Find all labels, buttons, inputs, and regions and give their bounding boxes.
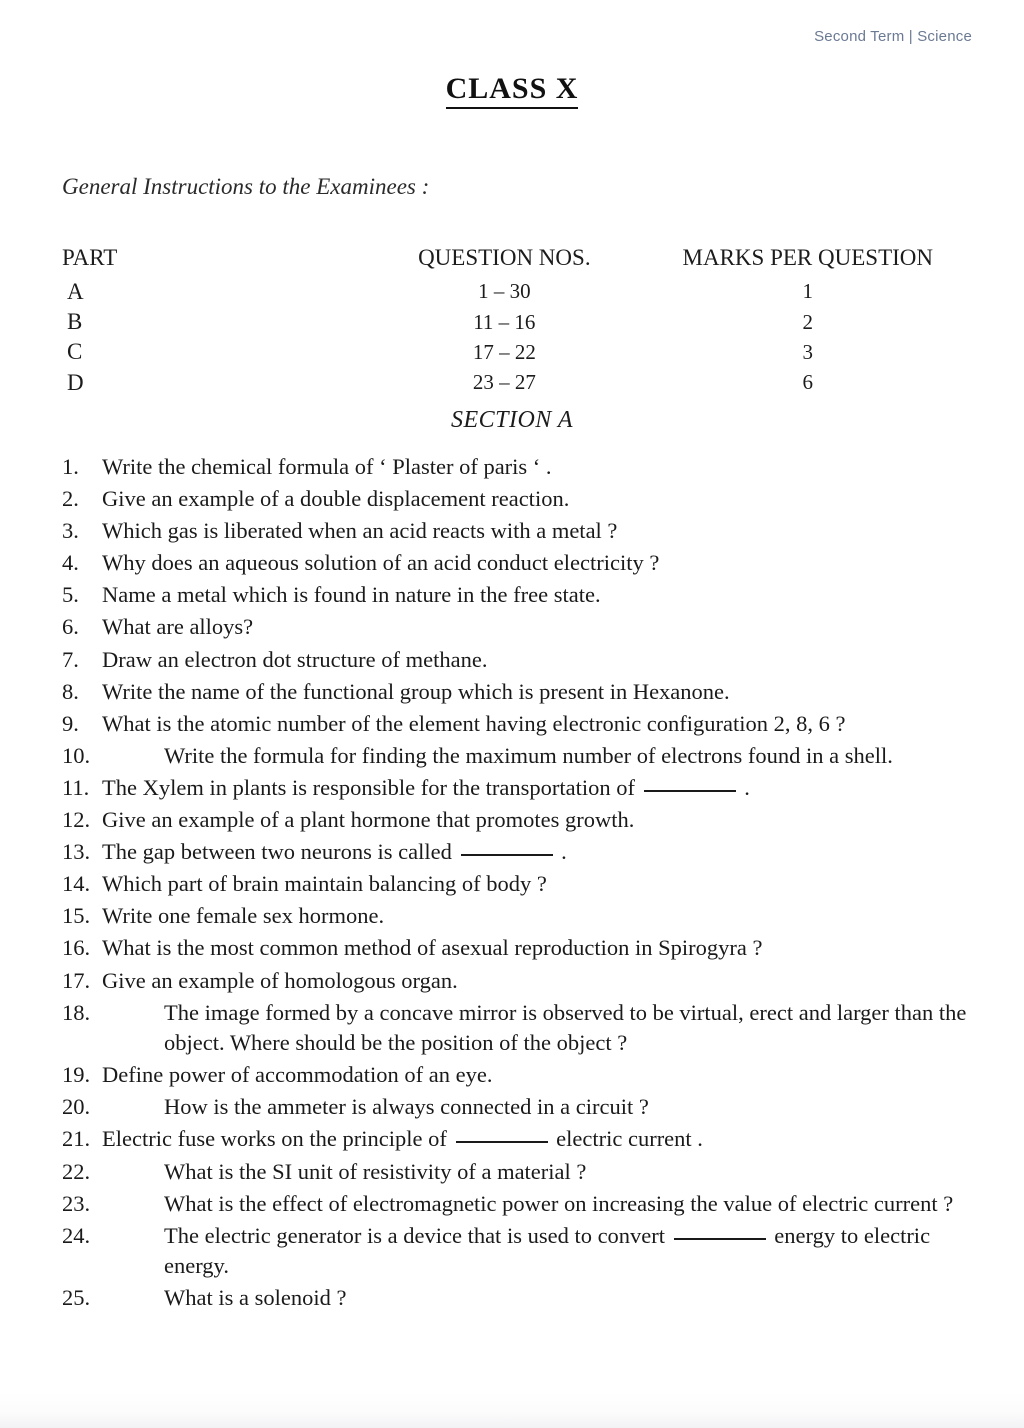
- question-text: Write the formula for finding the maximum number of electrons found in a shell.: [164, 742, 893, 768]
- question-number: 1.: [62, 454, 79, 479]
- question-number: 15.: [62, 903, 91, 929]
- question-text: What is the atomic number of the element having electronic configuration 2, 8, 6 ?: [102, 710, 846, 736]
- question-text-before-blank: The gap between two neurons is called: [102, 839, 452, 865]
- fill-in-the-blank-line: [644, 790, 736, 792]
- question-item: [62, 741, 972, 772]
- question-number: 17.: [62, 967, 91, 993]
- question-text: [102, 837, 972, 868]
- question-text-before-blank: Electric fuse works on the principle of: [102, 1126, 447, 1152]
- question-number: 7.: [62, 646, 79, 672]
- question-text: What is the SI unit of resistivity of a material ?: [164, 1158, 587, 1184]
- question-text: Write the chemical formula of ‘ Plaster of paris ‘ .: [102, 454, 552, 479]
- question-text: Which part of brain maintain balancing of body ?: [102, 871, 547, 897]
- question-text: What are alloys?: [102, 614, 254, 640]
- question-text: Define power of accommodation of an eye.: [102, 1062, 493, 1088]
- question-item: [62, 773, 972, 804]
- question-number: 2.: [62, 486, 79, 512]
- cell-marks: 6: [802, 369, 814, 394]
- question-text: Give an example of a double displacement reaction.: [102, 486, 570, 512]
- page-title-container: [0, 72, 1024, 109]
- question-text: Write the name of the functional group which is present in Hexanone.: [102, 678, 730, 704]
- marks-table-body: [62, 277, 962, 398]
- cell-question-nos: 23 – 27: [472, 369, 536, 394]
- question-item: [62, 1124, 972, 1155]
- question-text-after-blank: .: [561, 839, 567, 865]
- question-list: [62, 452, 972, 1316]
- question-text-after-blank: energy to electric energy.: [164, 1222, 931, 1279]
- fill-in-the-blank-line: [456, 1141, 548, 1143]
- column-header-marks: MARKS PER QUESTION: [682, 245, 934, 270]
- question-item: [62, 645, 972, 676]
- question-item: [62, 901, 972, 932]
- cell-part: B: [67, 309, 83, 335]
- general-instructions-heading: General Instructions to the Examinees :: [62, 174, 430, 199]
- question-text: What is a solenoid ?: [164, 1285, 347, 1311]
- question-item: [62, 452, 972, 483]
- question-item: [62, 805, 972, 836]
- question-number: 19.: [62, 1062, 91, 1088]
- question-item: [62, 677, 972, 708]
- question-number: 13.: [62, 839, 91, 865]
- question-number: 14.: [62, 871, 91, 897]
- question-text: Give an example of homologous organ.: [102, 967, 458, 993]
- question-number: 4.: [62, 550, 79, 576]
- column-header-question-nos: QUESTION NOS.: [418, 245, 591, 270]
- question-text: Name a metal which is found in nature in the free state.: [102, 582, 601, 608]
- question-item: [62, 966, 972, 997]
- question-text: Draw an electron dot structure of methane.: [102, 646, 488, 672]
- marks-distribution-table: [62, 243, 962, 398]
- question-text-before-blank: The electric generator is a device that is used to convert: [164, 1222, 666, 1248]
- column-header-part: PART: [62, 245, 118, 270]
- question-item: [62, 837, 972, 868]
- table-row: [62, 337, 962, 367]
- question-item: [62, 516, 972, 547]
- question-number: 23.: [62, 1190, 91, 1216]
- cell-marks: 3: [802, 339, 814, 364]
- question-item: [62, 580, 972, 611]
- question-item: [62, 484, 972, 515]
- question-item: [62, 869, 972, 900]
- fill-in-the-blank-line: [461, 854, 553, 856]
- question-number: 3.: [62, 518, 79, 544]
- question-number: 18.: [62, 999, 91, 1025]
- question-text: Why does an aqueous solution of an acid conduct electricity ?: [102, 550, 660, 576]
- question-number: 6.: [62, 614, 79, 640]
- table-row: [62, 277, 962, 307]
- question-item: [62, 1283, 972, 1314]
- question-item: [62, 1157, 972, 1188]
- question-number: 9.: [62, 710, 79, 736]
- question-item: [62, 1092, 972, 1123]
- page-title: CLASS X: [446, 72, 579, 109]
- question-text: Which gas is liberated when an acid reacts with a metal ?: [102, 518, 618, 544]
- cell-part: A: [67, 279, 84, 305]
- question-item: [62, 1189, 972, 1220]
- cell-part: C: [67, 339, 83, 365]
- question-item: [62, 612, 972, 643]
- marks-table-header-row: [62, 243, 962, 277]
- cell-question-nos: 1 – 30: [478, 279, 531, 304]
- question-item: [62, 1221, 972, 1282]
- question-text: [102, 1124, 972, 1155]
- table-row: [62, 307, 962, 337]
- question-item: [62, 1060, 972, 1091]
- question-number: 5.: [62, 582, 79, 608]
- cell-marks: 2: [802, 309, 814, 334]
- term-subject-label: Second Term | Science: [814, 28, 972, 45]
- question-text: [102, 773, 972, 804]
- table-row: [62, 368, 962, 398]
- question-text: [164, 1221, 972, 1282]
- question-text-after-blank: .: [744, 774, 750, 800]
- question-number: 25.: [62, 1285, 91, 1311]
- cell-question-nos: 11 – 16: [473, 309, 536, 334]
- question-number: 20.: [62, 1094, 91, 1120]
- question-text: Give an example of a plant hormone that promotes growth.: [102, 807, 635, 833]
- question-number: 12.: [62, 807, 91, 833]
- question-item: [62, 548, 972, 579]
- question-text: How is the ammeter is always connected in a circuit ?: [164, 1094, 649, 1120]
- fill-in-the-blank-line: [674, 1238, 766, 1240]
- question-number: 10.: [62, 742, 91, 768]
- cell-part: D: [67, 369, 84, 395]
- question-number: 16.: [62, 935, 91, 961]
- question-number: 21.: [62, 1126, 91, 1152]
- question-item: [62, 709, 972, 740]
- question-text: The image formed by a concave mirror is observed to be virtual, erect and larger than the object. Where should be the position of the object ?: [164, 999, 967, 1056]
- cell-marks: 1: [802, 279, 814, 304]
- question-item: [62, 933, 972, 964]
- question-text-after-blank: electric current .: [556, 1126, 703, 1152]
- question-number: 8.: [62, 678, 79, 704]
- question-text: Write one female sex hormone.: [102, 903, 385, 929]
- question-number: 22.: [62, 1158, 91, 1184]
- question-number: 11.: [62, 774, 90, 800]
- question-text: What is the effect of electromagnetic power on increasing the value of electric current ?: [164, 1190, 954, 1216]
- question-text-before-blank: The Xylem in plants is responsible for the transportation of: [102, 774, 636, 800]
- question-text: What is the most common method of asexual reproduction in Spirogyra ?: [102, 935, 763, 961]
- marks-table-head: [62, 243, 962, 277]
- section-heading: SECTION A: [450, 407, 574, 433]
- cell-question-nos: 17 – 22: [472, 339, 536, 364]
- question-number: 24.: [62, 1222, 91, 1248]
- question-item: [62, 998, 972, 1059]
